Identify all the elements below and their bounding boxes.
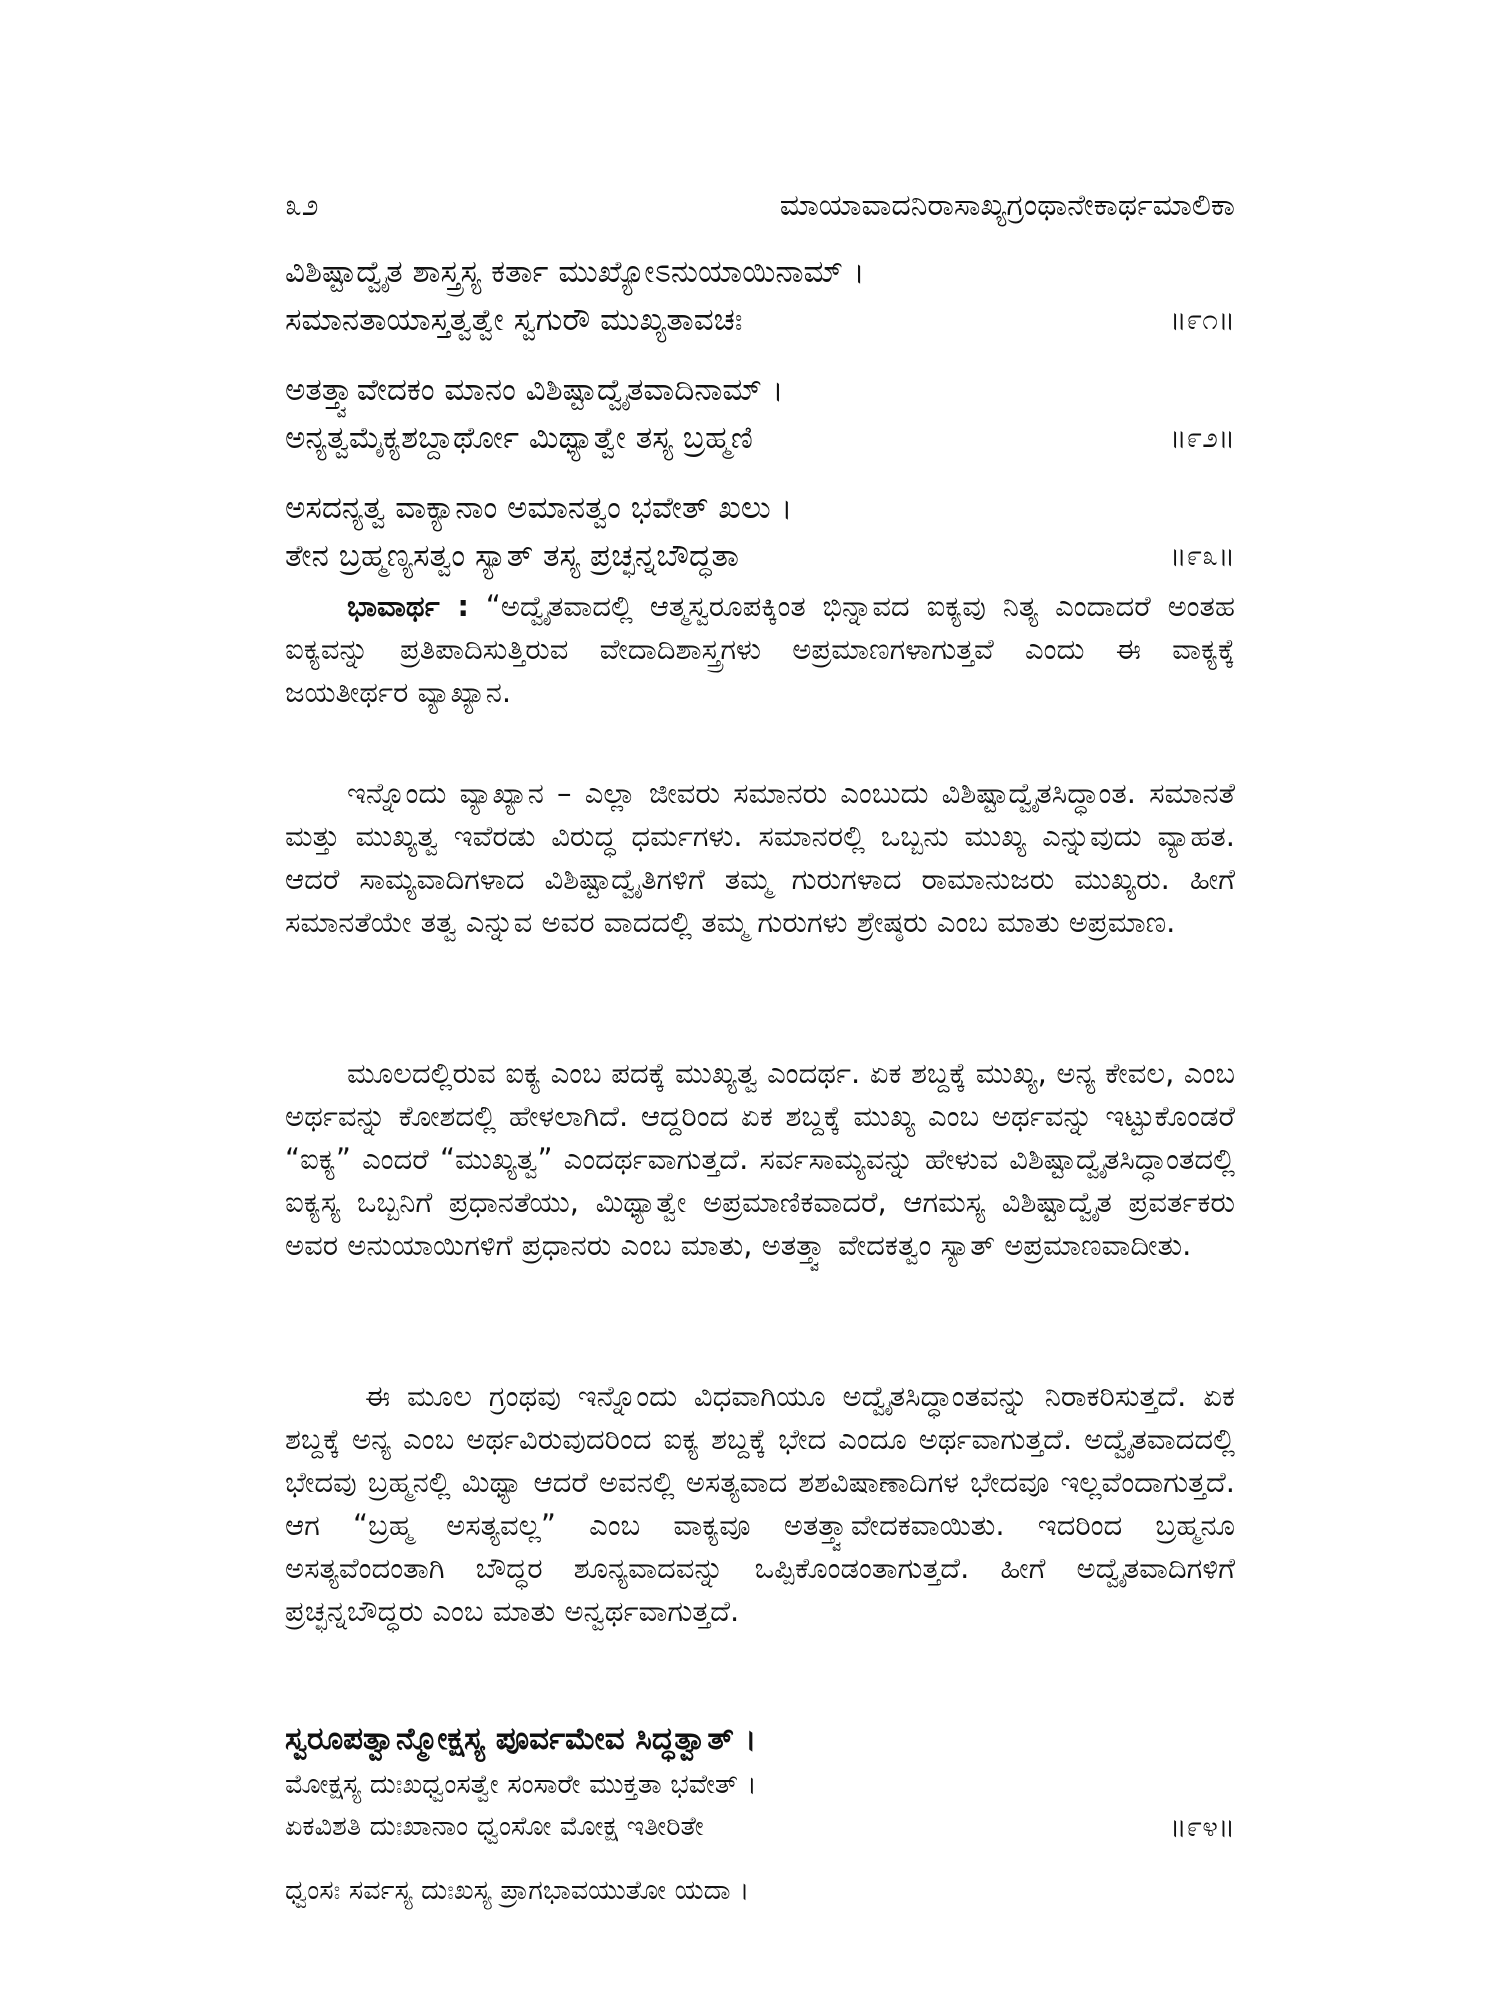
verse-line: ವಿಶಿಷ್ಟಾದ್ವೈತ ಶಾಸ್ತ್ರಸ್ಯ ಕರ್ತಾ ಮುಖ್ಯೋಽನುಯಾಯಿನಾಮ್ । [285,254,865,290]
verse-line: ಅಸದನ್ಯತ್ವ ವಾಕ್ಯಾನಾಂ ಅಮಾನತ್ವಂ ಭವೇತ್ ಖಲು । [285,490,793,526]
bhavartha-label: ಭಾವಾರ್ಥ : [347,589,469,623]
verse-line [285,1806,1235,1848]
verse-93 [285,484,1235,580]
verse-line [285,532,1235,580]
page-number: ೩೨ [285,188,319,223]
verse-number: ॥೯೨॥ [1169,421,1235,454]
verse-line: ಸ್ವರೂಪತ್ವಾನ್ಮೋಕ್ಷಸ್ಯ ಪೂರ್ವಮೇವ ಸಿದ್ಧತ್ವಾತ್ । [285,1721,757,1757]
verse-line-text: ಸಮಾನತಾಯಾಸ್ತತ್ವತ್ವೇ ಸ್ವಗುರೌ ಮುಖ್ಯತಾವಚಃ [285,302,743,338]
verse-94-heading [285,1715,1235,1763]
page-header [285,188,1235,232]
verse-line-text: ತೇನ ಬ್ರಹ್ಮಣ್ಯಸತ್ವಂ ಸ್ಯಾತ್ ತಸ್ಯ ಪ್ರಚ್ಛನ್ನಬೌದ್ಧತಾ [285,538,739,574]
verse-number: ॥೯೩॥ [1169,539,1235,572]
verse-91 [285,248,1235,344]
verse-number: ॥೯೧॥ [1169,303,1235,336]
verse-line-text: ಏಕವಿಶತಿ ದುಃಖಾನಾಂ ಧ್ವಂಸೋ ಮೋಕ್ಷ ಇತೀರಿತೇ [285,1811,704,1842]
paragraph-aikya-meaning: ಮೂಲದಲ್ಲಿರುವ ಐಕ್ಯ ಎಂಬ ಪದಕ್ಕೆ ಮುಖ್ಯತ್ವ ಎಂದರ್ಥ. ಏಕ ಶಬ್ದಕ್ಕೆ ಮುಖ್ಯ, ಅನ್ಯ ಕೇವಲ, ಎಂಬ ಅರ್ಥವನ್ನು ಕೋಶದಲ್ಲಿ ಹೇಳಲಾಗಿದೆ. ಆದ್ದರಿಂದ ಏಕ ಶಬ್ದಕ್ಕೆ ಮುಖ್ಯ ಎಂಬ ಅರ್ಥವನ್ನು ಇಟ್ಟುಕೊಂಡರೆ “ಐಕ್ಯ” ಎಂದರೆ “ಮುಖ್ಯತ್ವ” ಎಂದರ್ಥವಾಗುತ್ತದೆ. ಸರ್ವಸಾಮ್ಯವನ್ನು ಹೇಳುವ ವಿಶಿಷ್ಟಾದ್ವೈತಸಿದ್ಧಾಂತದಲ್ಲಿ ಐಕ್ಯಸ್ಯ ಒಬ್ಬನಿಗೆ ಪ್ರಧಾನತೆಯು, ಮಿಥ್ಯಾತ್ವೇ ಅಪ್ರಮಾಣಿಕವಾದರೆ, ಆಗಮಸ್ಯ ವಿಶಿಷ್ಟಾದ್ವೈತ ಪ್ರವರ್ತಕರು ಅವರ ಅನುಯಾಯಿಗಳಿಗೆ ಪ್ರಧಾನರು ಎಂಬ ಮಾತು, ಅತತ್ತ್ವಾ ವೇದಕತ್ವಂ ಸ್ಯಾತ್ ಅಪ್ರಮಾಣವಾದೀತು. [285,1056,1235,1262]
verse-line: ಧ್ವಂಸಃ ಸರ್ವಸ್ಯ ದುಃಖಸ್ಯ ಪ್ರಾಗಭಾವಯುತೋ ಯದಾ । [285,1875,750,1906]
paragraph-text: “ಅದ್ವೈತವಾದಲ್ಲಿ ಆತ್ಮಸ್ವರೂಪಕ್ಕಿಂತ ಭಿನ್ನಾವದ ಐಕ್ಯವು ನಿತ್ಯ ಎಂದಾದರೆ ಅಂತಹ ಐಕ್ಯವನ್ನು ಪ್ರತಿಪಾದಿಸುತ್ತಿರುವ ವೇದಾದಿಶಾಸ್ತ್ರಗಳು ಅಪ್ರಮಾಣಗಳಾಗುತ್ತವೆ ಎಂದು ಈ ವಾಕ್ಯಕ್ಕೆ ಜಯತೀರ್ಥರ ವ್ಯಾಖ್ಯಾನ. [285,589,1235,709]
paragraph-refutation: ಈ ಮೂಲ ಗ್ರಂಥವು ಇನ್ನೊಂದು ವಿಧವಾಗಿಯೂ ಅದ್ವೈತಸಿದ್ಧಾಂತವನ್ನು ನಿರಾಕರಿಸುತ್ತದೆ. ಏಕ ಶಬ್ದಕ್ಕೆ ಅನ್ಯ ಎಂಬ ಅರ್ಥವಿರುವುದರಿಂದ ಐಕ್ಯ ಶಬ್ದಕ್ಕೆ ಭೇದ ಎಂದೂ ಅರ್ಥವಾಗುತ್ತದೆ. ಅದ್ವೈತವಾದದಲ್ಲಿ ಭೇದವು ಬ್ರಹ್ಮನಲ್ಲಿ ಮಿಥ್ಯಾ ಆದರೆ ಅವನಲ್ಲಿ ಅಸತ್ಯವಾದ ಶಶವಿಷಾಣಾದಿಗಳ ಭೇದವೂ ಇಲ್ಲವೆಂದಾಗುತ್ತದೆ. ಆಗ “ಬ್ರಹ್ಮ ಅಸತ್ಯವಲ್ಲ” ಎಂಬ ವಾಕ್ಯವೂ ಅತತ್ತ್ವಾವೇದಕವಾಯಿತು. ಇದರಿಂದ ಬ್ರಹ್ಮನೂ ಅಸತ್ಯವೆಂದಂತಾಗಿ ಬೌದ್ಧರ ಶೂನ್ಯವಾದವನ್ನು ಒಪ್ಪಿಕೊಂಡಂತಾಗುತ್ತದೆ. ಹೀಗೆ ಅದ್ವೈತವಾದಿಗಳಿಗೆ ಪ್ರಚ್ಛನ್ನಬೌದ್ಧರು ಎಂಬ ಮಾತು ಅನ್ವರ್ಥವಾಗುತ್ತದೆ. [285,1379,1235,1628]
verse-92 [285,366,1235,462]
verse-number: ॥೯೪॥ [1169,1810,1235,1843]
running-title: ಮಾಯಾವಾದನಿರಾಸಾಖ್ಯಗ್ರಂಥಾನೇಕಾರ್ಥಮಾಲಿಕಾ [779,188,1235,223]
verse-line: ಅತತ್ತ್ವಾವೇದಕಂ ಮಾನಂ ವಿಶಿಷ್ಟಾದ್ವೈತವಾದಿನಾಮ್ । [285,372,784,408]
verse-94 [285,1764,1235,1848]
verse-95-start [285,1870,1235,1912]
verse-line-text: ಅನ್ಯತ್ವಮೈಕ್ಯಶಬ್ದಾರ್ಥೋ ಮಿಥ್ಯಾತ್ವೇ ತಸ್ಯ ಬ್ರಹ್ಮಣಿ [285,420,753,456]
verse-line [285,414,1235,462]
verse-line: ಮೋಕ್ಷಸ್ಯ ದುಃಖಧ್ವಂಸತ್ವೇ ಸಂಸಾರೇ ಮುಕ್ತತಾ ಭವೇತ್ । [285,1769,757,1800]
paragraph-second-explanation: ಇನ್ನೊಂದು ವ್ಯಾಖ್ಯಾನ – ಎಲ್ಲಾ ಜೀವರು ಸಮಾನರು ಎಂಬುದು ವಿಶಿಷ್ಟಾದ್ವೈತಸಿದ್ಧಾಂತ. ಸಮಾನತೆ ಮತ್ತು ಮುಖ್ಯತ್ವ ಇವೆರಡು ವಿರುದ್ಧ ಧರ್ಮಗಳು. ಸಮಾನರಲ್ಲಿ ಒಬ್ಬನು ಮುಖ್ಯ ಎನ್ನುವುದು ವ್ಯಾಹತ. ಆದರೆ ಸಾಮ್ಯವಾದಿಗಳಾದ ವಿಶಿಷ್ಟಾದ್ವೈತಿಗಳಿಗೆ ತಮ್ಮ ಗುರುಗಳಾದ ರಾಮಾನುಜರು ಮುಖ್ಯರು. ಹೀಗೆ ಸಮಾನತೆಯೇ ತತ್ವ ಎನ್ನುವ ಅವರ ವಾದದಲ್ಲಿ ತಮ್ಮ ಗುರುಗಳು ಶ್ರೇಷ್ಠರು ಎಂಬ ಮಾತು ಅಪ್ರಮಾಣ. [285,776,1235,939]
verse-line [285,296,1235,344]
paragraph-bhavartha [285,585,1235,714]
